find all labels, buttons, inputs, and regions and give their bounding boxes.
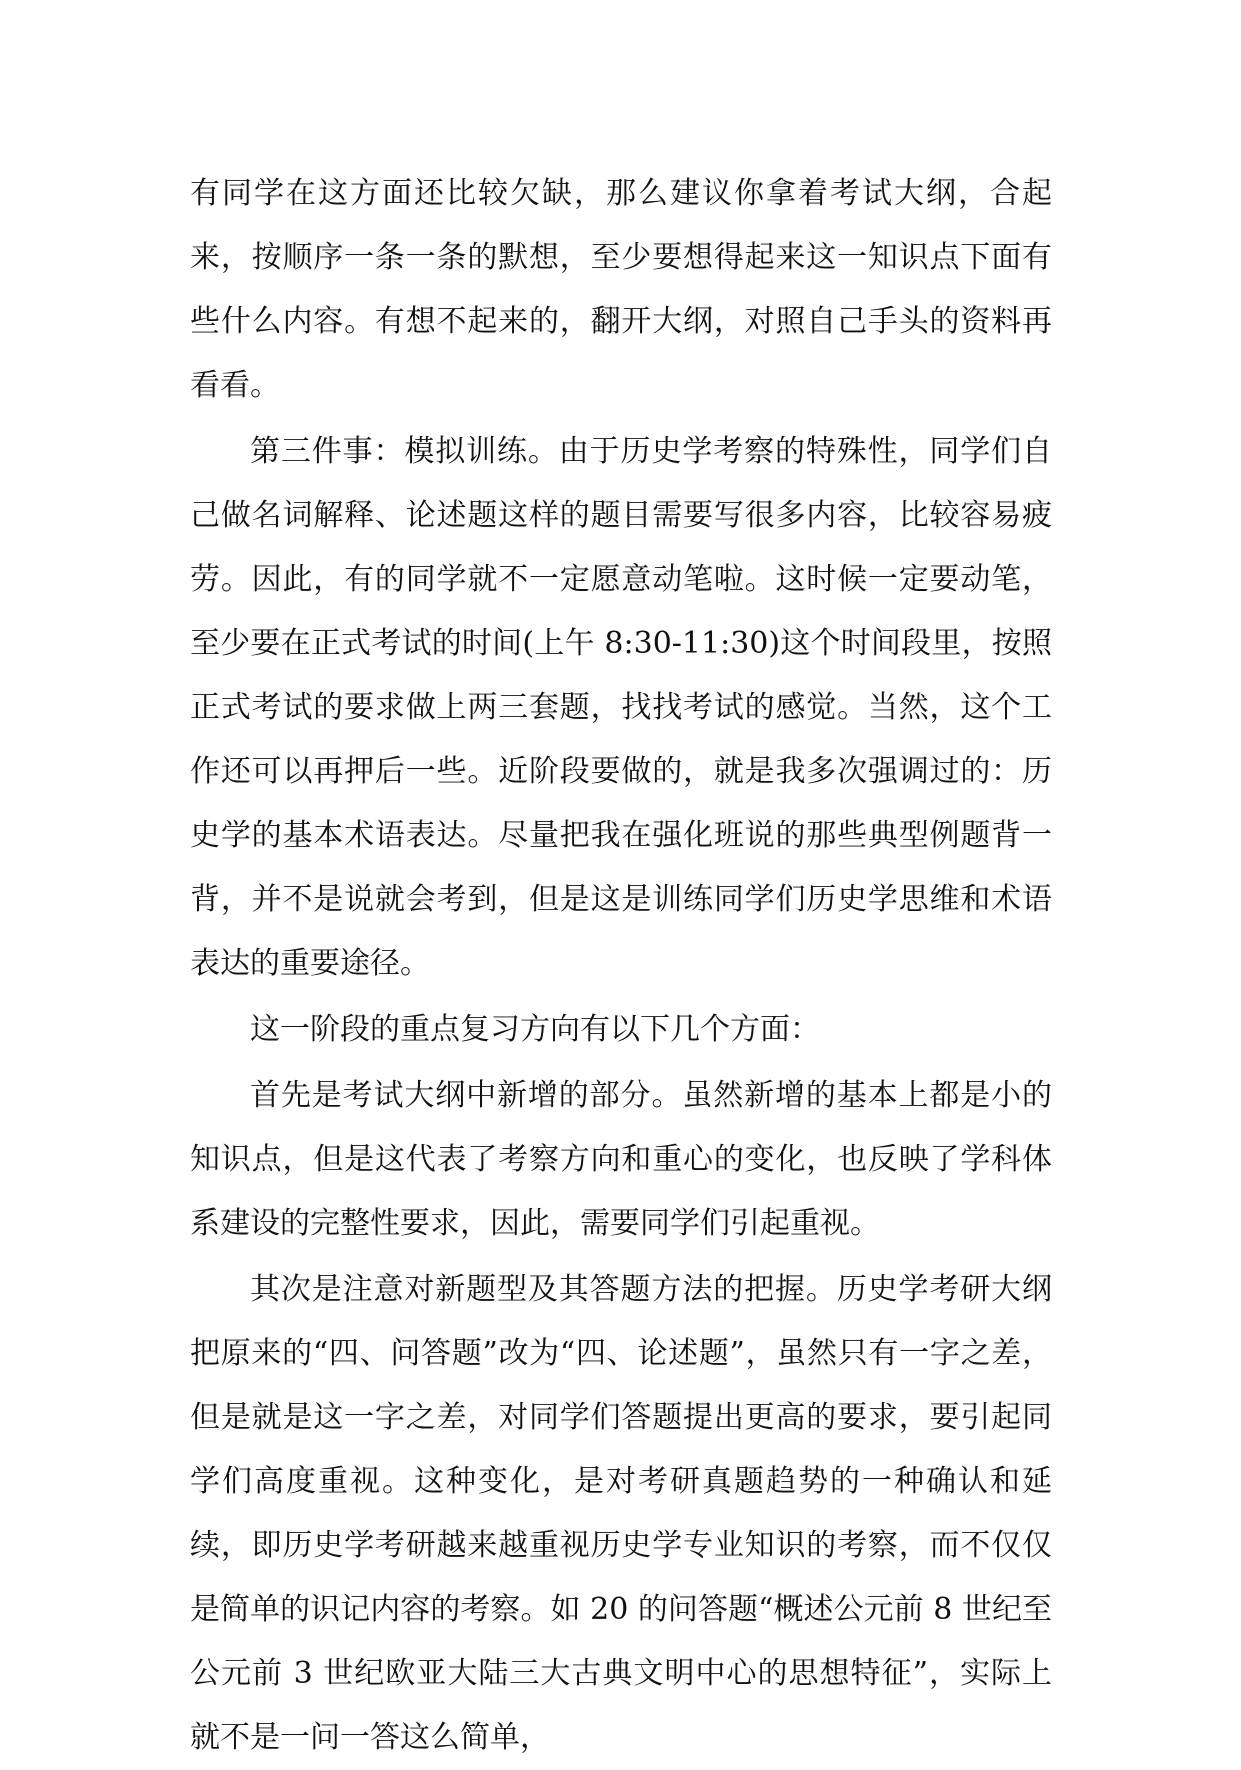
document-body — [190, 162, 1052, 1770]
paragraph-5: 其次是注意对新题型及其答题方法的把握。历史学考研大纲把原来的“四、问答题”改为“四、论述题”，虽然只有一字之差，但是就是这一字之差，对同学们答题提出更高的要求，要引起同学们高度重视。这种变化，是对考研真题趋势的一种确认和延续，即历史学考研越来越重视历史学专业知识的考察，而不仅仅是简单的识记内容的考察。如 20 的问答题“概述公元前 8 世纪至公元前 3 世纪欧亚大陆三大古典文明中心的思想特征”，实际上就不是一问一答这么简单， — [190, 1272, 1052, 1755]
paragraph-3: 这一阶段的重点复习方向有以下几个方面： — [250, 1012, 820, 1047]
paragraph-4: 首先是考试大纲中新增的部分。虽然新增的基本上都是小的知识点，但是这代表了考察方向和重心的变化，也反映了学科体系建设的完整性要求，因此，需要同学们引起重视。 — [190, 1078, 1052, 1241]
paragraph-2: 第三件事：模拟训练。由于历史学考察的特殊性，同学们自己做名词解释、论述题这样的题目需要写很多内容，比较容易疲劳。因此，有的同学就不一定愿意动笔啦。这时候一定要动笔，至少要在正式考试的时间(上午 8:30-11:30)这个时间段里，按照正式考试的要求做上两三套题，找找考试的感觉。当然，这个工作还可以再押后一些。近阶段要做的，就是我多次强调过的：历史学的基本术语表达。尽量把我在强化班说的那些典型例题背一背，并不是说就会考到，但是这是训练同学们历史学思维和术语表达的重要途径。 — [190, 434, 1052, 981]
paragraph-1: 有同学在这方面还比较欠缺，那么建议你拿着考试大纲，合起来，按顺序一条一条的默想，至少要想得起来这一知识点下面有些什么内容。有想不起来的，翻开大纲，对照自己手头的资料再看看。 — [190, 176, 1052, 403]
